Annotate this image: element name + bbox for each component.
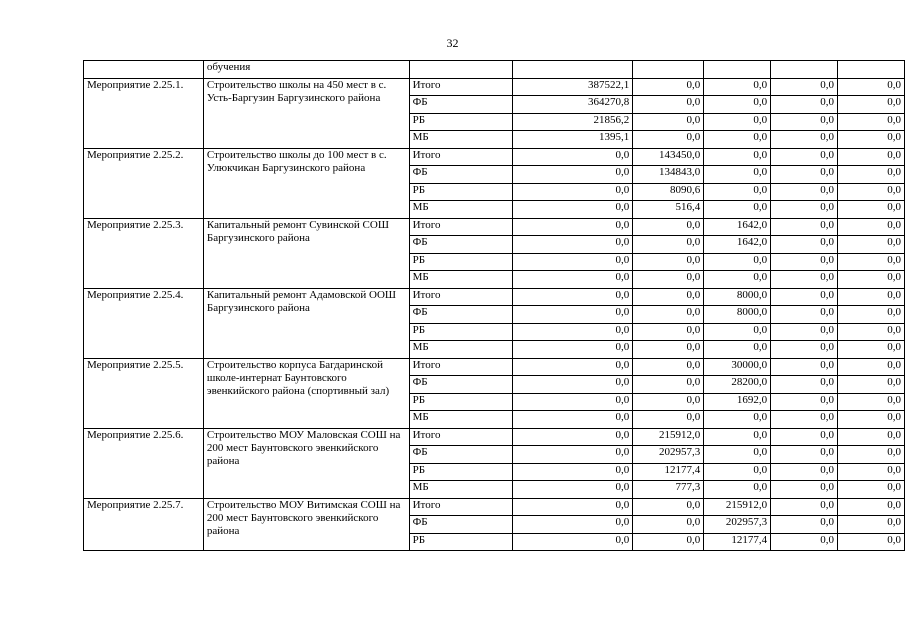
amount-cell: 0,0: [513, 533, 633, 551]
funding-source-cell: Итого: [409, 428, 513, 446]
amount-cell: 0,0: [838, 78, 905, 96]
funding-source-cell: МБ: [409, 271, 513, 289]
amount-cell: 0,0: [633, 323, 704, 341]
amount-cell: 0,0: [704, 323, 771, 341]
amount-cell: 364270,8: [513, 96, 633, 114]
amount-cell: 202957,3: [704, 516, 771, 534]
amount-cell: 0,0: [838, 236, 905, 254]
continuation-empty-cell: [704, 61, 771, 79]
amount-cell: 0,0: [838, 411, 905, 429]
table-row: [84, 148, 905, 166]
amount-cell: 0,0: [633, 218, 704, 236]
amount-cell: 0,0: [771, 463, 838, 481]
amount-cell: 0,0: [513, 271, 633, 289]
amount-cell: 0,0: [704, 411, 771, 429]
table-row: [84, 498, 905, 516]
amount-cell: 0,0: [704, 78, 771, 96]
event-name-cell: Строительство корпуса Багдаринской школе-интернат Баунтовского эвенкийского района (спортивный зал): [203, 358, 409, 428]
amount-cell: 0,0: [704, 341, 771, 359]
amount-cell: 0,0: [513, 516, 633, 534]
amount-cell: 387522,1: [513, 78, 633, 96]
amount-cell: 0,0: [633, 306, 704, 324]
amount-cell: 0,0: [704, 201, 771, 219]
amount-cell: 0,0: [704, 96, 771, 114]
amount-cell: 1692,0: [704, 393, 771, 411]
event-code-cell: Мероприятие 2.25.3.: [84, 218, 204, 288]
amount-cell: 0,0: [838, 533, 905, 551]
amount-cell: 8000,0: [704, 306, 771, 324]
amount-cell: 0,0: [771, 393, 838, 411]
amount-cell: 0,0: [704, 113, 771, 131]
page-number: 32: [446, 36, 459, 50]
amount-cell: 0,0: [513, 446, 633, 464]
amount-cell: 0,0: [633, 96, 704, 114]
amount-cell: 0,0: [633, 131, 704, 149]
funding-source-cell: МБ: [409, 481, 513, 499]
amount-cell: 0,0: [838, 341, 905, 359]
event-code-cell: Мероприятие 2.25.5.: [84, 358, 204, 428]
amount-cell: 12177,4: [704, 533, 771, 551]
amount-cell: 0,0: [838, 218, 905, 236]
budget-table: [83, 60, 905, 551]
continuation-empty-cell: [633, 61, 704, 79]
event-name-cell: Строительство МОУ Маловская СОШ на 200 мест Баунтовского эвенкийского района: [203, 428, 409, 498]
funding-source-cell: РБ: [409, 533, 513, 551]
event-name-cell: Капитальный ремонт Адамовской ООШ Баргузинского района: [203, 288, 409, 358]
amount-cell: 0,0: [771, 376, 838, 394]
amount-cell: 202957,3: [633, 446, 704, 464]
amount-cell: 0,0: [771, 498, 838, 516]
amount-cell: 0,0: [771, 323, 838, 341]
amount-cell: 0,0: [633, 253, 704, 271]
table-row: [84, 78, 905, 96]
amount-cell: 777,3: [633, 481, 704, 499]
funding-source-cell: Итого: [409, 78, 513, 96]
amount-cell: 0,0: [771, 446, 838, 464]
funding-source-cell: РБ: [409, 323, 513, 341]
funding-source-cell: МБ: [409, 131, 513, 149]
amount-cell: 0,0: [704, 463, 771, 481]
amount-cell: 0,0: [771, 411, 838, 429]
amount-cell: 0,0: [838, 201, 905, 219]
amount-cell: 0,0: [704, 446, 771, 464]
amount-cell: 0,0: [771, 533, 838, 551]
amount-cell: 0,0: [513, 323, 633, 341]
funding-source-cell: РБ: [409, 393, 513, 411]
amount-cell: 0,0: [704, 148, 771, 166]
amount-cell: 0,0: [771, 131, 838, 149]
table-row: [84, 428, 905, 446]
amount-cell: 0,0: [771, 288, 838, 306]
amount-cell: 0,0: [838, 393, 905, 411]
funding-source-cell: МБ: [409, 341, 513, 359]
amount-cell: 1642,0: [704, 236, 771, 254]
continuation-row: [84, 61, 905, 79]
amount-cell: 0,0: [838, 323, 905, 341]
amount-cell: 0,0: [704, 481, 771, 499]
funding-source-cell: ФБ: [409, 376, 513, 394]
amount-cell: 0,0: [513, 358, 633, 376]
amount-cell: 0,0: [513, 341, 633, 359]
amount-cell: 0,0: [633, 358, 704, 376]
amount-cell: 0,0: [771, 341, 838, 359]
continuation-empty-cell: [409, 61, 513, 79]
amount-cell: 0,0: [704, 428, 771, 446]
amount-cell: 8090,6: [633, 183, 704, 201]
amount-cell: 0,0: [513, 166, 633, 184]
amount-cell: 0,0: [704, 271, 771, 289]
amount-cell: 0,0: [704, 166, 771, 184]
amount-cell: 0,0: [838, 516, 905, 534]
amount-cell: 0,0: [513, 411, 633, 429]
amount-cell: 0,0: [771, 481, 838, 499]
amount-cell: 0,0: [513, 463, 633, 481]
event-code-cell: Мероприятие 2.25.2.: [84, 148, 204, 218]
amount-cell: 0,0: [633, 516, 704, 534]
funding-source-cell: Итого: [409, 358, 513, 376]
funding-source-cell: МБ: [409, 411, 513, 429]
continuation-empty-cell: [513, 61, 633, 79]
amount-cell: 0,0: [771, 306, 838, 324]
table-row: [84, 288, 905, 306]
funding-source-cell: РБ: [409, 463, 513, 481]
event-code-cell: Мероприятие 2.25.4.: [84, 288, 204, 358]
amount-cell: 0,0: [771, 113, 838, 131]
amount-cell: 0,0: [771, 516, 838, 534]
amount-cell: 0,0: [513, 393, 633, 411]
amount-cell: 0,0: [513, 236, 633, 254]
funding-source-cell: ФБ: [409, 236, 513, 254]
amount-cell: 21856,2: [513, 113, 633, 131]
amount-cell: 0,0: [633, 498, 704, 516]
amount-cell: 0,0: [771, 201, 838, 219]
event-code-cell: Мероприятие 2.25.6.: [84, 428, 204, 498]
amount-cell: 0,0: [704, 183, 771, 201]
continuation-name-cell: обучения: [203, 61, 409, 79]
amount-cell: 0,0: [838, 288, 905, 306]
amount-cell: 0,0: [704, 131, 771, 149]
amount-cell: 0,0: [513, 148, 633, 166]
amount-cell: 0,0: [838, 358, 905, 376]
amount-cell: 143450,0: [633, 148, 704, 166]
funding-source-cell: Итого: [409, 218, 513, 236]
amount-cell: 0,0: [704, 253, 771, 271]
amount-cell: 0,0: [838, 183, 905, 201]
amount-cell: 0,0: [633, 411, 704, 429]
amount-cell: 0,0: [838, 148, 905, 166]
table-row: [84, 218, 905, 236]
amount-cell: 0,0: [771, 183, 838, 201]
amount-cell: 0,0: [771, 253, 838, 271]
amount-cell: 0,0: [633, 271, 704, 289]
continuation-code-cell: [84, 61, 204, 79]
funding-source-cell: ФБ: [409, 306, 513, 324]
amount-cell: 0,0: [771, 358, 838, 376]
amount-cell: 8000,0: [704, 288, 771, 306]
amount-cell: 0,0: [838, 463, 905, 481]
amount-cell: 28200,0: [704, 376, 771, 394]
amount-cell: 0,0: [838, 271, 905, 289]
amount-cell: 0,0: [771, 236, 838, 254]
amount-cell: 215912,0: [633, 428, 704, 446]
amount-cell: 0,0: [838, 446, 905, 464]
amount-cell: 0,0: [513, 183, 633, 201]
funding-source-cell: Итого: [409, 148, 513, 166]
amount-cell: 134843,0: [633, 166, 704, 184]
amount-cell: 0,0: [771, 428, 838, 446]
amount-cell: 0,0: [633, 78, 704, 96]
amount-cell: 0,0: [633, 341, 704, 359]
amount-cell: 0,0: [838, 253, 905, 271]
amount-cell: 0,0: [838, 481, 905, 499]
event-name-cell: Строительство школы на 450 мест в с. Усть-Баргузин Баргузинского района: [203, 78, 409, 148]
amount-cell: 12177,4: [633, 463, 704, 481]
amount-cell: 0,0: [838, 96, 905, 114]
amount-cell: 0,0: [513, 253, 633, 271]
amount-cell: 0,0: [838, 306, 905, 324]
continuation-empty-cell: [771, 61, 838, 79]
amount-cell: 0,0: [838, 498, 905, 516]
funding-source-cell: ФБ: [409, 166, 513, 184]
amount-cell: 0,0: [771, 218, 838, 236]
amount-cell: 1395,1: [513, 131, 633, 149]
amount-cell: 215912,0: [704, 498, 771, 516]
table-row: [84, 358, 905, 376]
amount-cell: 0,0: [771, 271, 838, 289]
funding-source-cell: МБ: [409, 201, 513, 219]
amount-cell: 0,0: [633, 236, 704, 254]
amount-cell: 0,0: [633, 288, 704, 306]
continuation-empty-cell: [838, 61, 905, 79]
funding-source-cell: РБ: [409, 253, 513, 271]
amount-cell: 1642,0: [704, 218, 771, 236]
funding-source-cell: ФБ: [409, 96, 513, 114]
amount-cell: 0,0: [633, 376, 704, 394]
event-name-cell: Строительство МОУ Витимская СОШ на 200 мест Баунтовского эвенкийского района: [203, 498, 409, 551]
event-name-cell: Строительство школы до 100 мест в с. Улюкчикан Баргузинского района: [203, 148, 409, 218]
amount-cell: 30000,0: [704, 358, 771, 376]
amount-cell: 0,0: [513, 218, 633, 236]
amount-cell: 0,0: [513, 481, 633, 499]
amount-cell: 0,0: [771, 96, 838, 114]
funding-source-cell: ФБ: [409, 516, 513, 534]
amount-cell: 0,0: [513, 288, 633, 306]
funding-source-cell: РБ: [409, 183, 513, 201]
amount-cell: 0,0: [771, 78, 838, 96]
amount-cell: 0,0: [633, 113, 704, 131]
amount-cell: 0,0: [513, 306, 633, 324]
amount-cell: 0,0: [838, 428, 905, 446]
event-name-cell: Капитальный ремонт Сувинской СОШ Баргузинского района: [203, 218, 409, 288]
amount-cell: 0,0: [771, 148, 838, 166]
amount-cell: 0,0: [633, 533, 704, 551]
budget-table-body: [84, 61, 905, 551]
amount-cell: 0,0: [513, 376, 633, 394]
funding-source-cell: ФБ: [409, 446, 513, 464]
amount-cell: 0,0: [633, 393, 704, 411]
amount-cell: 0,0: [838, 113, 905, 131]
amount-cell: 516,4: [633, 201, 704, 219]
amount-cell: 0,0: [771, 166, 838, 184]
event-code-cell: Мероприятие 2.25.7.: [84, 498, 204, 551]
amount-cell: 0,0: [513, 201, 633, 219]
amount-cell: 0,0: [513, 498, 633, 516]
funding-source-cell: РБ: [409, 113, 513, 131]
funding-source-cell: Итого: [409, 498, 513, 516]
amount-cell: 0,0: [513, 428, 633, 446]
funding-source-cell: Итого: [409, 288, 513, 306]
event-code-cell: Мероприятие 2.25.1.: [84, 78, 204, 148]
amount-cell: 0,0: [838, 131, 905, 149]
amount-cell: 0,0: [838, 376, 905, 394]
amount-cell: 0,0: [838, 166, 905, 184]
